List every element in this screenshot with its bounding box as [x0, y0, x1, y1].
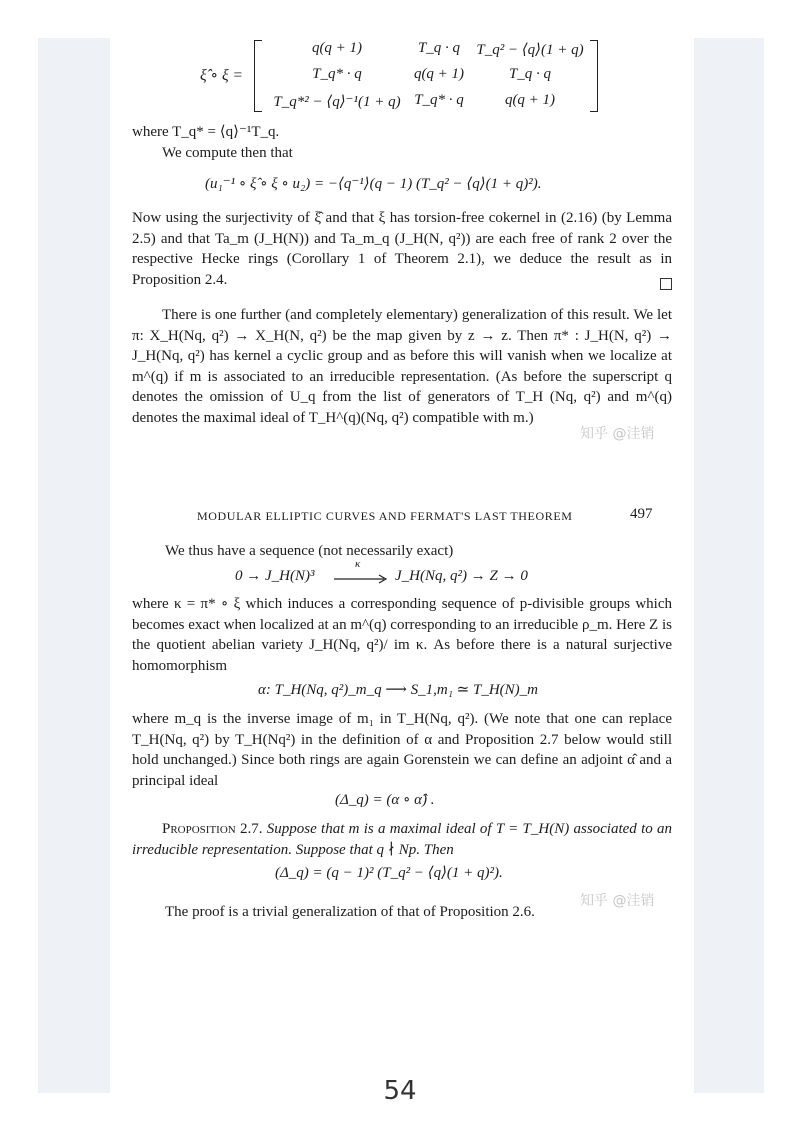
matrix-cell: T_q · q — [508, 66, 552, 82]
running-header: MODULAR ELLIPTIC CURVES AND FERMAT'S LAST THEOREM — [197, 509, 573, 523]
watermark: 知乎 @洼销 — [580, 426, 655, 442]
sequence-left: 0 → J_H(N)³ — [235, 568, 315, 584]
matrix-left-bracket — [254, 40, 262, 112]
proposition-statement: Suppose that m is a maximal ideal of T = T_H(N) associated to an irreducible representation. Suppose that q ∤ Np. Then — [132, 821, 672, 858]
paragraph-kappa: where κ = π* ∘ ξ which induces a corresponding sequence of p-divisible groups which becomes exact when localized at an m^(q) corresponding to an irreducible ρ_m. Here Z is the quotient abelian variety J_H(Nq, q²)/ im κ. As before there is a natural surjective homomorphism — [132, 596, 672, 674]
matrix-cell: T_q · q — [417, 40, 461, 56]
sequence-right: J_H(Nq, q²) → Z → 0 — [395, 568, 528, 584]
proposition-equation: (Δ_q) = (q − 1)² (T_q² − ⟨q⟩(1 + q)²). — [275, 865, 503, 881]
paragraph-generalization: There is one further (and completely elementary) generalization of this result. We let π: X_H(Nq, q²) → X_H(N, q²) be the map given by z → z. Then π* : J_H(N, q²) → J_H(Nq, q²) has kernel a cyclic group and as before this will vanish when we localize at m^(q) if m is associated to an irreducible representation. (As before the superscript q denotes the omission of U_q from the list of generators of T_H (Nq, q²) and m^(q) denotes the maximal ideal of T_H^(q)(Nq, q²) compatible with m.) — [132, 307, 672, 426]
compute-equation: (u₁⁻¹ ∘ ξ̂ ∘ ξ ∘ u₂) = −⟨q⁻¹⟩(q − 1) (T_q² − ⟨q⟩(1 + q)²). — [205, 176, 542, 192]
matrix-cell: q(q + 1) — [413, 66, 465, 82]
matrix-cell: q(q + 1) — [311, 40, 363, 56]
page-number: 54 — [383, 1076, 417, 1106]
right-margin-strip — [694, 38, 764, 1093]
sequence-arrow-label: κ — [355, 558, 361, 570]
watermark: 知乎 @洼销 — [580, 893, 655, 909]
proposition-label: Proposition 2.7. — [162, 821, 263, 837]
paragraph-mq: where m_q is the inverse image of m₁ in T_H(Nq, q²). (We note that one can replace T_H(Nq, q²) by T_H(Nq²) in the definition of α and Proposition 2.7 below would still hold unchanged.) Since both rings are again Gorenstein we can define an adjoint α̂ and a principal ideal — [132, 711, 672, 789]
proposition-2-7 — [132, 819, 672, 860]
matrix-cell: T_q* · q — [414, 92, 464, 108]
matrix-cell: T_q*² − ⟨q⟩⁻¹(1 + q) — [273, 94, 401, 110]
qed-square — [660, 278, 672, 290]
where-tq-line: where T_q* = ⟨q⟩⁻¹T_q. — [132, 124, 280, 140]
header-page-number: 497 — [630, 506, 653, 522]
delta-equation: (Δ_q) = (α ∘ α̂) . — [335, 792, 435, 808]
compute-line: We compute then that — [162, 145, 293, 161]
paragraph-surjectivity: Now using the surjectivity of ξ̂ and that ξ has torsion-free cokernel in (2.16) (by Lemma 2.5) and that Ta_m (J_H(N)) and Ta_m_q (J_H(N, q²)) are each free of rank 2 over the respective Hecke rings (Corollary 1 of Theorem 2.1), we deduce the result as in Proposition 2.4. — [132, 210, 672, 288]
alpha-equation: α: T_H(Nq, q²)_m_q ⟶ S_1,m₁ ≃ T_H(N)_m — [258, 682, 538, 698]
long-arrow — [332, 573, 390, 585]
matrix-cell: q(q + 1) — [504, 92, 556, 108]
proof-line: The proof is a trivial generalization of that of Proposition 2.6. — [165, 904, 535, 920]
matrix-cell: T_q² − ⟨q⟩(1 + q) — [476, 42, 584, 58]
matrix-cell: T_q* · q — [312, 66, 362, 82]
left-margin-strip — [38, 38, 110, 1093]
matrix-lhs: ξ̂ ∘ ξ = — [200, 67, 243, 84]
sequence-intro: We thus have a sequence (not necessarily exact) — [165, 543, 454, 559]
document-page — [110, 28, 694, 1093]
